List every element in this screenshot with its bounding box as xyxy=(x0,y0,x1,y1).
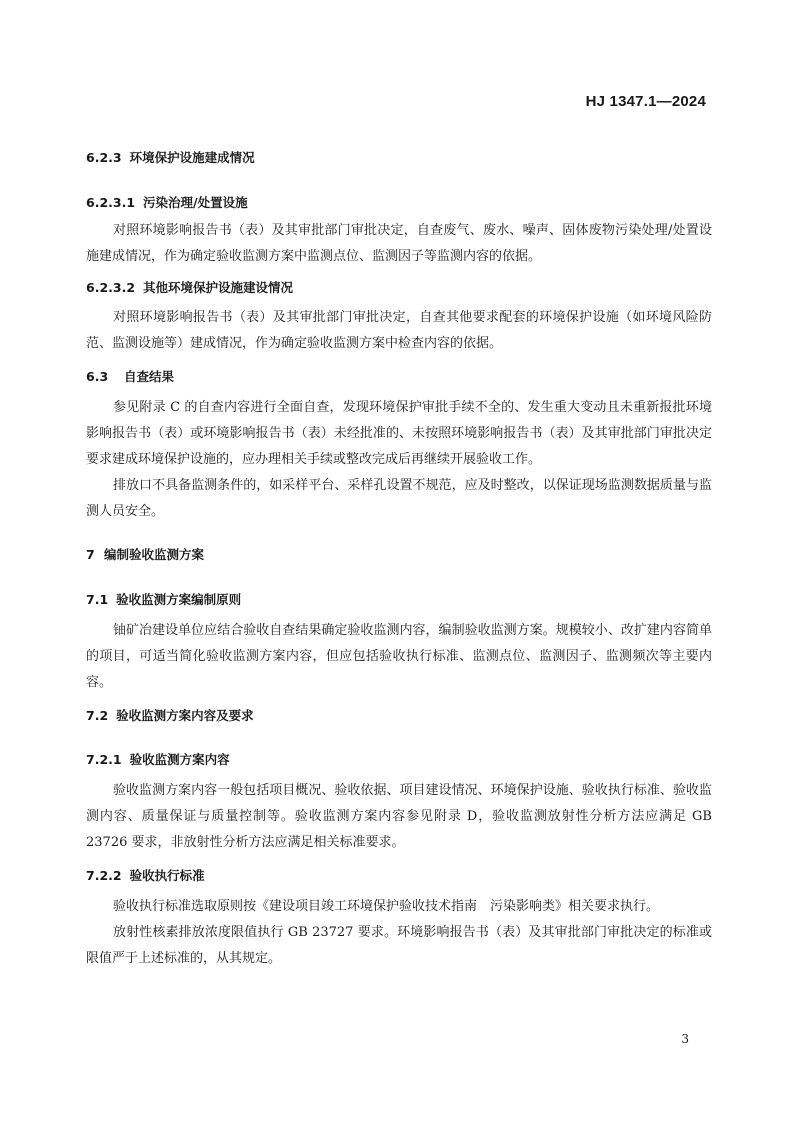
heading-7 xyxy=(86,545,712,565)
paragraph: 验收执行标准选取原则按《建设项目竣工环境保护验收技术指南 污染影响类》相关要求执行。 xyxy=(113,899,660,914)
heading-number: 6.2.3 xyxy=(86,150,122,165)
heading-number: 7.1 xyxy=(86,592,109,607)
heading-title: 其他环境保护设施建设情况 xyxy=(143,280,294,295)
paragraph: 放射性核素排放浓度限值执行 GB 23727 要求。环境影响报告书（表）及其审批部门审批决定的标准或限值严于上述标准的，从其规定。 xyxy=(86,925,712,966)
heading-number: 6.2.3.1 xyxy=(86,195,136,210)
heading-title: 验收监测方案编制原则 xyxy=(116,592,242,607)
heading-title: 验收监测方案内容 xyxy=(129,752,230,767)
heading-6-2-3-2 xyxy=(86,278,712,298)
heading-title: 自查结果 xyxy=(124,369,175,384)
paragraph: 铀矿冶建设单位应结合验收自查结果确定验收监测内容，编制验收监测方案。规模较小、改扩建内容简单的项目，可适当简化验收监测方案内容，但应包括验收执行标准、监测点位、监测因子、监测频次等主要内容。 xyxy=(86,623,712,690)
document-body xyxy=(86,140,712,972)
heading-6-2-3-1 xyxy=(86,193,712,213)
heading-number: 7.2.1 xyxy=(86,752,122,767)
heading-7-1 xyxy=(86,590,712,610)
heading-6-3 xyxy=(86,367,712,387)
heading-title: 验收监测方案内容及要求 xyxy=(116,708,254,723)
heading-7-2-2 xyxy=(86,866,712,886)
heading-title: 污染治理/处置设施 xyxy=(143,195,248,210)
heading-number: 6.2.3.2 xyxy=(86,280,136,295)
heading-number: 6.3 xyxy=(86,369,109,384)
heading-7-2 xyxy=(86,706,712,726)
paragraph: 对照环境影响报告书（表）及其审批部门审批决定，自查其他要求配套的环境保护设施（如环境风险防范、监测设施等）建成情况，作为确定验收监测方案中检查内容的依据。 xyxy=(86,310,712,351)
heading-7-2-1 xyxy=(86,750,712,770)
heading-number: 7.2.2 xyxy=(86,868,122,883)
paragraph: 验收监测方案内容一般包括项目概况、验收依据、项目建设情况、环境保护设施、验收执行标准、验收监测内容、质量保证与质量控制等。验收监测方案内容参见附录 D，验收监测放射性分析方法应满足 GB 23726 要求，非放射性分析方法应满足相关标准要求。 xyxy=(86,783,712,850)
page-number: 3 xyxy=(681,1032,689,1046)
heading-6-2-3 xyxy=(86,148,712,168)
heading-number: 7.2 xyxy=(86,708,109,723)
heading-title: 编制验收监测方案 xyxy=(104,547,205,562)
paragraph: 对照环境影响报告书（表）及其审批部门审批决定，自查废气、废水、噪声、固体废物污染处理/处置设施建成情况，作为确定验收监测方案中监测点位、监测因子等监测内容的依据。 xyxy=(86,223,712,264)
heading-title: 验收执行标准 xyxy=(129,868,205,883)
standard-code: HJ 1347.1—2024 xyxy=(585,93,706,110)
heading-title: 环境保护设施建成情况 xyxy=(129,150,255,165)
paragraph: 排放口不具备监测条件的，如采样平台、采样孔设置不规范，应及时整改，以保证现场监测数据质量与监测人员安全。 xyxy=(86,478,712,519)
paragraph: 参见附录 C 的自查内容进行全面自查，发现环境保护审批手续不全的、发生重大变动且未重新报批环境影响报告书（表）或环境影响报告书（表）未经批准的、未按照环境影响报告书（表）及其审批部门审批决定要求建成环境保护设施的，应办理相关手续或整改完成后再继续开展验收工作。 xyxy=(86,400,712,467)
heading-number: 7 xyxy=(86,547,95,562)
